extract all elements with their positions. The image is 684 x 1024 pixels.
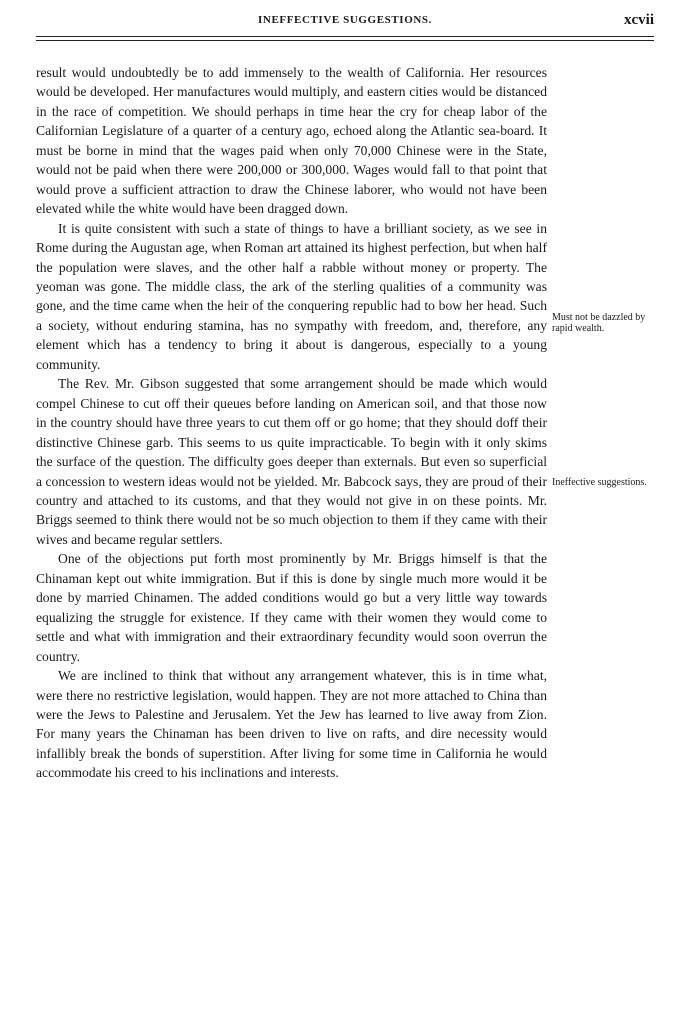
paragraph-1: result would undoubtedly be to add immensely to the wealth of California. Her resources would be developed. Her manufactures would multiply, and eastern cities would be distanced in the race of competition. We should perhaps in time hear the cry for cheap labor of the Californian Legislature of a quarter of a century ago, echoed along the Atlantic sea-board. It must be borne in mind that the wages paid when only 70,000 Chinese were in the State, would not be paid when there were 200,000 or 300,000. Wages would fall to that point that would prove a sufficient attraction to draw the Chinese laborer, who would not have been elevated while the white would have been dragged down. — [36, 65, 547, 217]
running-head — [36, 12, 654, 32]
paragraph-3: The Rev. Mr. Gibson suggested that some arrangement should be made which would compel Chinese to cut off their queues before landing on American soil, and that those now in the country should have three years to cut them off or go home; that they should doff their distinctive Chinese garb. This seems to us quite impracticable. To begin with it only skims the surface of the question. The difficulty goes deeper than externals. But even so superficial a concession to western ideas would not be yielded. Mr. Babcock says, they are proud of their country and attached to its customs, and that they would not give in on these points. Mr. Briggs seemed to think there would not be so much objection to them if they came with their wives and became regular settlers. — [36, 376, 547, 547]
page-number: xcvii — [624, 12, 654, 28]
running-title: INEFFECTIVE SUGGESTIONS. — [258, 14, 432, 26]
paragraph-4: One of the objections put forth most prominently by Mr. Briggs himself is that the Chinaman kept out white immigration. But if this is done by single much more would it be done by married Chinamen. The added conditions would go but a very little way towards equalizing the struggle for existence. If they came with their women they would come to settle and what with immigration and their extraordinary fecundity would soon overrun the country. — [36, 551, 547, 664]
body-text — [36, 63, 547, 783]
marginal-note-suggestions: Ineffective suggestions. — [552, 477, 647, 488]
header-rule — [36, 36, 654, 41]
paragraph-2: It is quite consistent with such a state of things to have a brilliant society, as we see in Rome during the Augustan age, when Roman art attained its highest perfection, but when half the population were slaves, and the other half a rabble without money or property. The yeoman was gone. The middle class, the ark of the sterling qualities of a community was gone, and the time came when the heir of the conquering republic had to bow her head. Such a society, without enduring stamina, has no sympathy with freedom, and, therefore, any element which has a tendency to bring it about is dangerous, especially to a young community. — [36, 220, 547, 372]
paragraph-5: We are inclined to think that without any arrangement whatever, this is in time what, were there no restrictive legislation, would happen. They are not more attached to China than were the Jews to Palestine and Jerusalem. Yet the Jew has learned to live away from Zion. For many years the Chinaman has been driven to live on rafts, and dire necessity would infallibly break the bonds of superstition. After living for some time in California he would accommodate his creed to his inclinations and interests. — [36, 668, 547, 781]
marginal-note-wealth: Must not be dazzled by rapid wealth. — [552, 312, 646, 334]
